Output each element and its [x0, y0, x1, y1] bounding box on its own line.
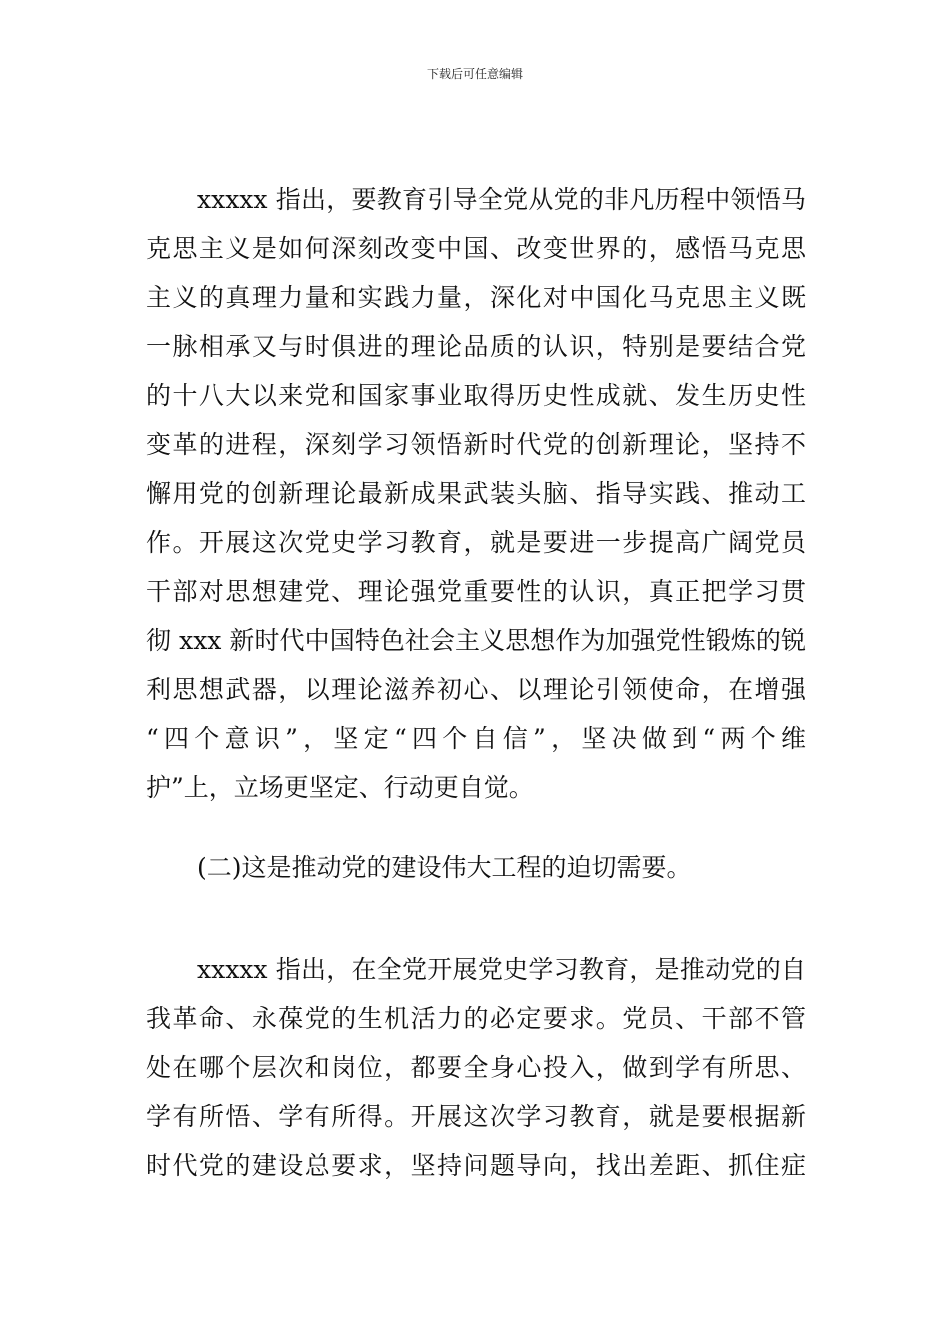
paragraph-line: xxxxx 指出，在全党开展党史学习教育，是推动党的自 — [197, 955, 806, 984]
paragraph-line: 学有所悟、学有所得。开展这次学习教育，就是要根据新 — [146, 1102, 806, 1131]
paragraph-line: 我革命、永葆党的生机活力的必定要求。党员、干部不管 — [146, 1004, 806, 1033]
paragraph-line: xxxxx 指出，要教育引导全党从党的非凡历程中领悟马 — [197, 185, 806, 214]
paragraph-line: 护”上，立场更坚定、行动更自觉。 — [146, 773, 534, 802]
paragraph-line: 主义的真理力量和实践力量，深化对中国化马克思主义既 — [146, 283, 806, 312]
paragraph-line: 克思主义是如何深刻改变中国、改变世界的，感悟马克思 — [146, 234, 806, 263]
section-heading: (二)这是推动党的建设伟大工程的迫切需要。 — [197, 853, 692, 882]
page-header: 下载后可任意编辑 — [426, 67, 523, 81]
paragraph-line: 懈用党的创新理论最新成果武装头脑、指导实践、推动工 — [146, 479, 806, 508]
paragraph-line: 作。开展这次党史学习教育，就是要进一步提高广阔党员 — [146, 528, 806, 557]
paragraph-line: 的十八大以来党和国家事业取得历史性成就、发生历史性 — [146, 381, 806, 410]
paragraph-line: “四个意识”，坚定“四个自信”，坚决做到“两个维 — [146, 724, 806, 753]
paragraph-line: 利思想武器，以理论滋养初心、以理论引领使命，在增强 — [146, 675, 806, 704]
paragraph-line: 变革的进程，深刻学习领悟新时代党的创新理论，坚持不 — [146, 430, 806, 459]
paragraph-line: 干部对思想建党、理论强党重要性的认识，真正把学习贯 — [146, 577, 806, 606]
paragraph-line: 时代党的建设总要求，坚持问题导向，找出差距、抓住症 — [146, 1151, 806, 1180]
paragraph-line: 一脉相承又与时俱进的理论品质的认识，特别是要结合党 — [146, 332, 806, 361]
paragraph-line: 处在哪个层次和岗位，都要全身心投入，做到学有所思、 — [146, 1053, 806, 1082]
paragraph-line: 彻 xxx 新时代中国特色社会主义思想作为加强党性锻炼的锐 — [146, 626, 806, 655]
